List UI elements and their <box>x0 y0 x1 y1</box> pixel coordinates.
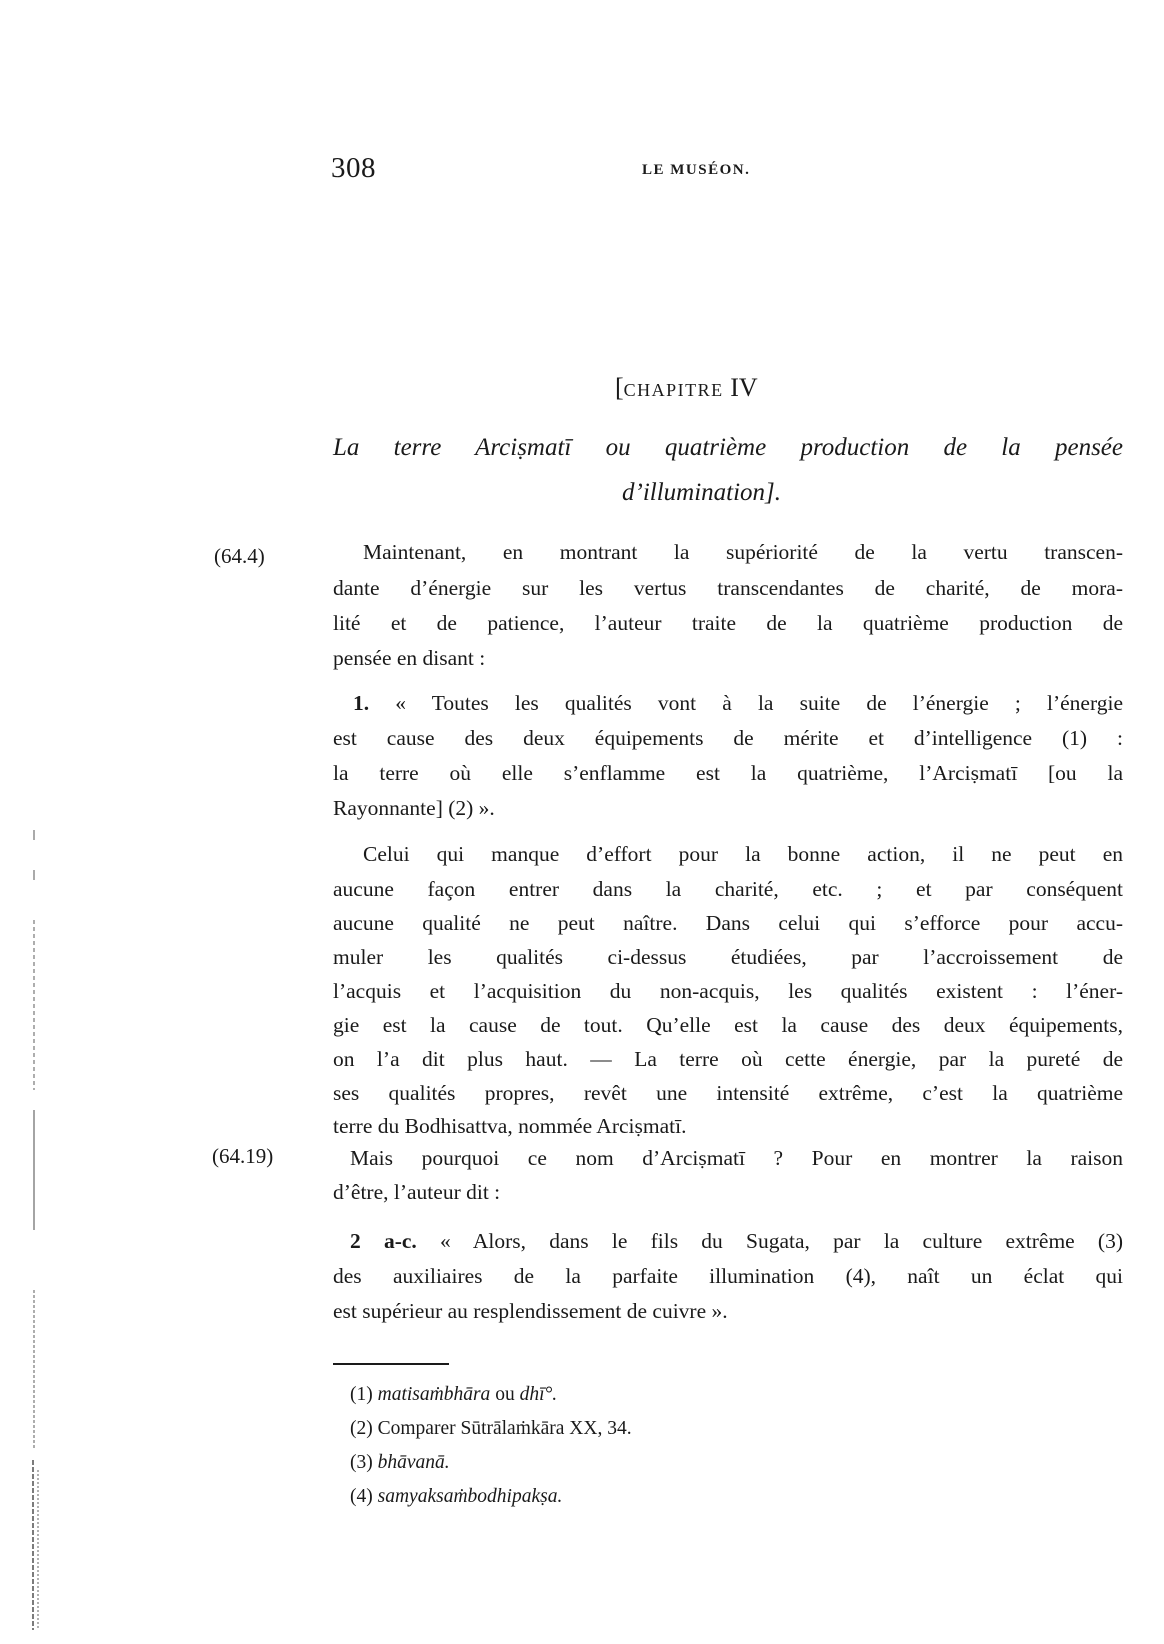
body-line: ses qualités propres, revêt une intensité extrême, c’est la quatrième <box>333 1081 1123 1105</box>
chapter-subtitle-line-1: La terre Arciṣmatī ou quatrième production de la pensée <box>333 434 1123 461</box>
verse-line: est cause des deux équipements de mérite et d’intelligence (1) : <box>333 726 1123 750</box>
running-title: LE MUSÉON. <box>642 162 751 178</box>
footnote-marker: (1) <box>350 1384 373 1405</box>
footnote-text: matisaṁbhāra <box>377 1384 491 1405</box>
verse-line <box>350 1229 1123 1254</box>
footnote <box>350 1452 450 1474</box>
scan-edge-artifact <box>30 810 42 1630</box>
footnote <box>350 1384 557 1406</box>
footnote-marker: (4) <box>350 1486 373 1507</box>
verse-number: 2 a-c. <box>350 1229 417 1253</box>
footnote <box>350 1486 562 1508</box>
footnote-text: bhāvanā. <box>377 1452 450 1473</box>
verse-text: « Alors, dans le fils du Sugata, par la culture extrême (3) <box>440 1229 1124 1253</box>
body-line: d’être, l’auteur dit : <box>333 1180 501 1204</box>
page-number: 308 <box>331 152 376 184</box>
verse-line: Rayonnante] (2) ». <box>333 796 495 820</box>
body-line: l’acquis et l’acquisition du non-acquis, les qualités existent : l’éner- <box>333 979 1123 1003</box>
footnote <box>350 1418 632 1440</box>
body-line: muler les qualités ci-dessus étudiées, par l’accroissement de <box>333 945 1123 969</box>
body-line: aucune façon entrer dans la charité, etc. ; et par conséquent <box>333 877 1123 901</box>
verse-line: est supérieur au resplendissement de cuivre ». <box>333 1299 728 1323</box>
body-line: Mais pourquoi ce nom d’Arciṣmatī ? Pour en montrer la raison <box>350 1146 1123 1170</box>
footnote-text: samyaksaṁbodhipakṣa. <box>377 1486 563 1507</box>
margin-ref: (64.4) <box>214 544 265 568</box>
footnote-text-2: dhī°. <box>519 1384 558 1405</box>
body-line: aucune qualité ne peut naître. Dans celui qui s’efforce pour accu- <box>333 911 1123 935</box>
verse-line <box>353 691 1123 716</box>
body-line: Celui qui manque d’effort pour la bonne action, il ne peut en <box>363 842 1123 866</box>
chapter-label: CHAPITRE <box>623 380 724 400</box>
verse-number: 1. <box>353 691 370 715</box>
body-line: on l’a dit plus haut. — La terre où cette énergie, par la pureté de <box>333 1047 1123 1071</box>
body-line: Maintenant, en montrant la supériorité de la vertu transcen- <box>363 540 1123 564</box>
footnote-rule <box>333 1363 449 1365</box>
body-line: gie est la cause de tout. Qu’elle est la cause des deux équipements, <box>333 1013 1123 1037</box>
chapter-subtitle-line-2: d’illumination]. <box>622 479 782 506</box>
footnote-marker: (2) <box>350 1418 373 1439</box>
chapter-heading <box>615 373 758 403</box>
footnote-text: Comparer Sūtrālaṁkāra XX, 34. <box>377 1418 632 1439</box>
margin-ref: (64.19) <box>212 1144 274 1168</box>
footnote-suffix: ou <box>490 1384 520 1405</box>
verse-line: des auxiliaires de la parfaite illumination (4), naît un éclat qui <box>333 1264 1123 1288</box>
verse-line: la terre où elle s’enflamme est la quatrième, l’Arciṣmatī [ou la <box>333 761 1123 785</box>
footnote-marker: (3) <box>350 1452 373 1473</box>
body-line: pensée en disant : <box>333 646 486 670</box>
chapter-numeral: IV <box>730 373 758 402</box>
body-line: terre du Bodhisattva, nommée Arciṣmatī. <box>333 1114 687 1138</box>
verse-text: « Toutes les qualités vont à la suite de l’énergie ; l’énergie <box>395 691 1123 715</box>
body-line: dante d’énergie sur les vertus transcendantes de charité, de mora- <box>333 576 1123 600</box>
body-line: lité et de patience, l’auteur traite de la quatrième production de <box>333 611 1123 635</box>
chapter-bracket: [ <box>615 373 624 402</box>
